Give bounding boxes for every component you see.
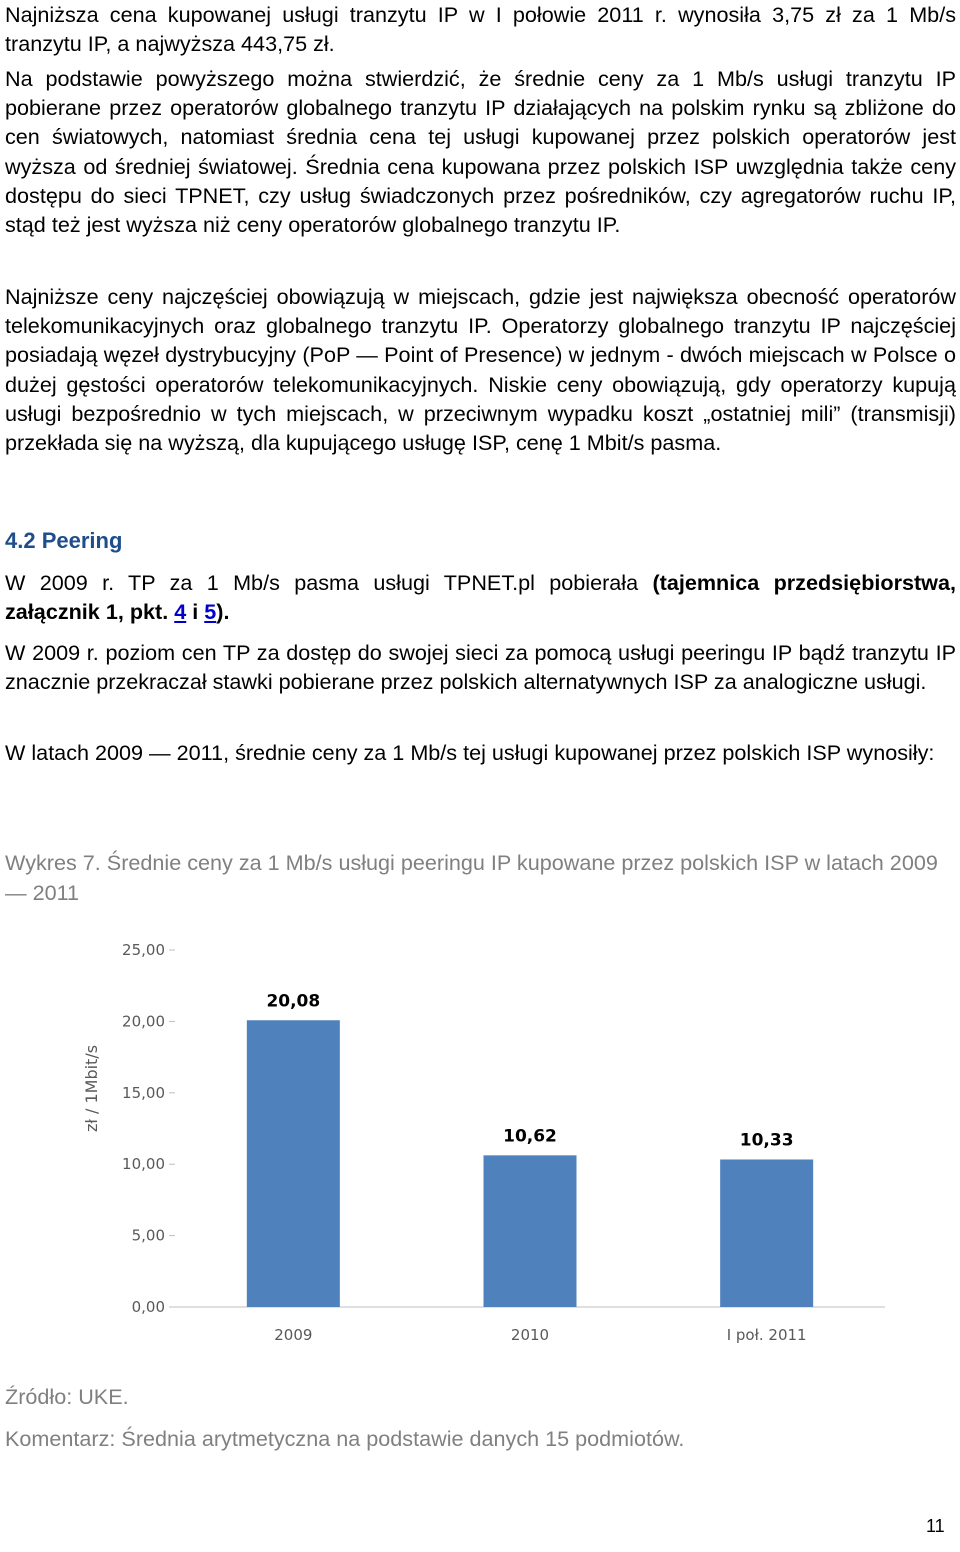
paragraph-tp-price-level: W 2009 r. poziom cen TP za dostęp do swojej sieci za pomocą usługi peeringu IP bądź tranzytu IP znacznie przekraczał stawki pobierane przez polskich alternatywnych ISP za analogiczne usługi. — [5, 640, 956, 695]
paragraph-average-prices: W latach 2009 — 2011, średnie ceny za 1 Mb/s tej usługi kupowanej przez polskich ISP wynosiły: — [5, 740, 935, 765]
link-point-5[interactable]: 5 — [204, 599, 217, 625]
y-tick-label: 0,00 — [131, 1298, 165, 1316]
bar — [720, 1159, 813, 1307]
y-tick-label: 5,00 — [131, 1226, 165, 1245]
paragraph-transit-price: Najniższa cena kupowanej usługi tranzytu IP w I połowie 2011 r. wynosiła 3,75 zł za 1 Mb/s tranzytu IP, a najwyższa 443,75 zł. — [5, 2, 956, 57]
data-label: 10,62 — [503, 1126, 557, 1147]
data-label: 10,33 — [739, 1130, 794, 1151]
section-heading-peering: 4.2 Peering — [5, 528, 123, 553]
y-tick-label: 15,00 — [122, 1083, 165, 1102]
y-axis-label: zł / 1Mbit/s — [82, 1044, 101, 1133]
link-point-4[interactable]: 4 — [174, 599, 187, 625]
y-tick-label: 20,00 — [122, 1012, 165, 1031]
x-tick-label: 2009 — [274, 1326, 313, 1344]
paragraph-price-comparison: Na podstawie powyższego można stwierdzić, że średnie ceny za 1 Mb/s usługi tranzytu IP pobierane przez operatorów globalnego tranzytu IP działających na polskim rynku są zbliżone do cen światowych, natomiast średnia cena tej usługi kupowanej przez polskich operatorów jest wyższa od średniej światowej. Średnia cena kupowana przez polskich ISP uwzględnia także ceny dostępu do sieci TPNET, czy usług świadczonych przez pośredników, czy agregatorów ruchu IP, stąd też jest wyższa niż ceny operatorów globalnego tranzytu IP. — [5, 66, 956, 238]
page-number: 11 — [926, 1516, 945, 1536]
paragraph-tp-2009: W 2009 r. TP za 1 Mb/s pasma usługi TPNET.pl pobierała (tajemnica przedsiębiorstwa, załącznik 1, pkt. 4 i 5). — [5, 570, 956, 625]
bar — [247, 1020, 340, 1307]
comment-note: Komentarz: Średnia arytmetyczna na podstawie danych 15 podmiotów. — [5, 1426, 685, 1451]
data-label: 20,08 — [266, 991, 321, 1012]
paragraph-lowest-prices: Najniższe ceny najczęściej obowiązują w miejscach, gdzie jest największa obecność operatorów telekomunikacyjnych oraz globalnego tranzytu IP. Operatorzy globalnego tranzytu IP najczęściej posiadają węzeł dystrybucyjny (PoP — Point of Presence) w jednym - dwóch miejscach w Polsce o dużej gęstości operatorów telekomunikacyjnych. Niskie ceny obowiązują, gdy operatorzy kupują usługi bezpośrednio w tych miejscach, w przeciwnym wypadku koszt „ostatniej mili” (transmisji) przekłada się na wyższą, dla kupującego usługę ISP, cenę 1 Mbit/s pasma. — [5, 284, 956, 456]
x-tick-label: 2010 — [510, 1326, 550, 1344]
y-tick-label: 25,00 — [122, 941, 165, 959]
chart-caption: Wykres 7. Średnie ceny za 1 Mb/s usługi peeringu IP kupowane przez polskich ISP w latach 2009 — 2011 — [5, 850, 938, 905]
bar — [484, 1155, 577, 1307]
bar-chart — [5, 930, 905, 1370]
source-note: Źródło: UKE. — [5, 1384, 129, 1409]
x-tick-label: I poł. 2011 — [726, 1326, 807, 1344]
y-tick-label: 10,00 — [122, 1155, 165, 1174]
